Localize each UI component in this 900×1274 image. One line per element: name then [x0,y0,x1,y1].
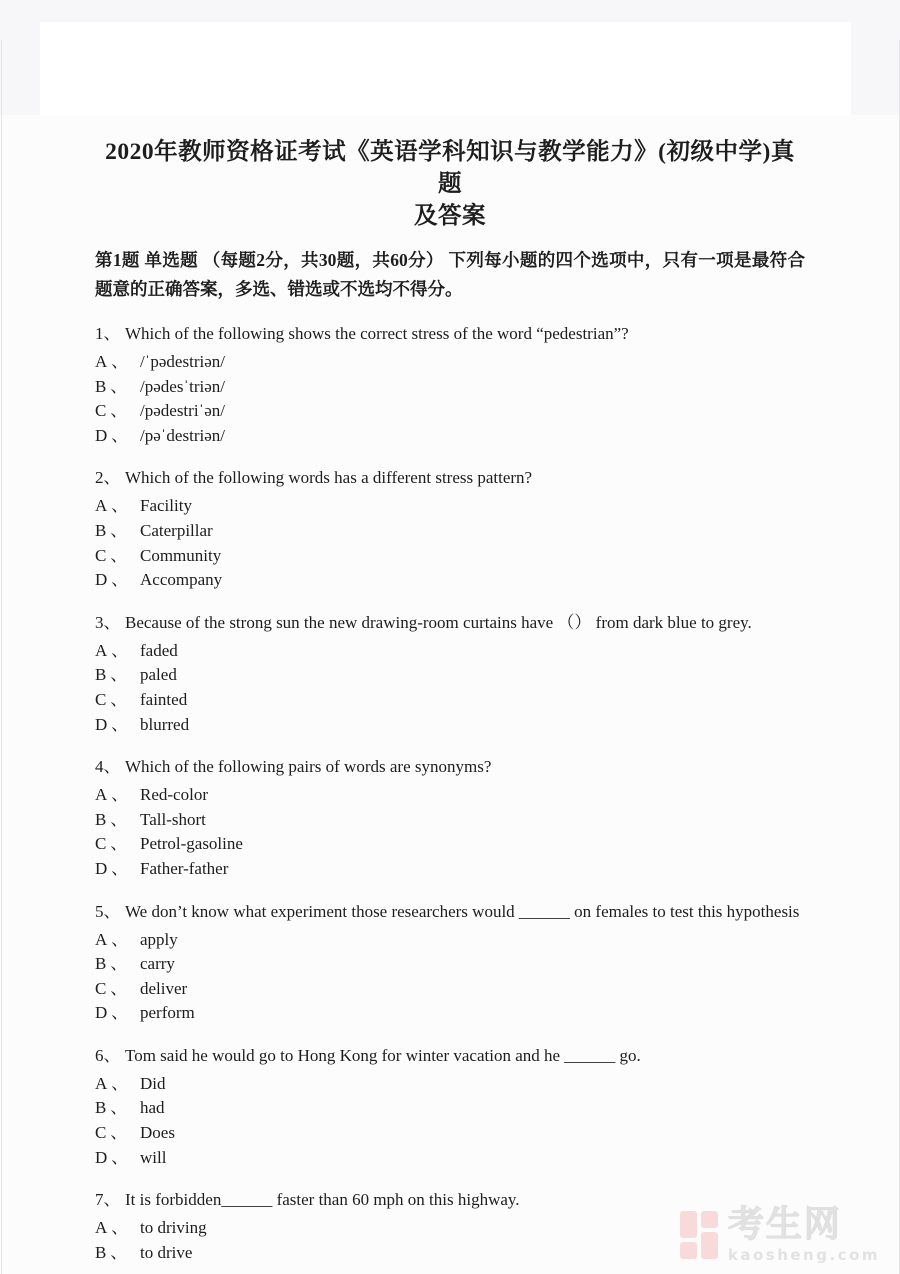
document-page [95,136,805,1265]
question [95,1043,805,1170]
page-top-left-margin [0,22,40,115]
logo-block [680,1211,697,1238]
option-row [95,808,805,833]
option-row [95,663,805,688]
option-text: to driving [140,1218,207,1238]
option-row [95,1146,805,1171]
option-text: Did [140,1073,166,1093]
option-label: C、 [95,1123,132,1143]
options [95,783,805,881]
question-text: Which of the following words has a different stress pattern? [125,468,533,488]
option-row [95,1096,805,1121]
option-label: B、 [95,520,132,540]
option-text: Caterpillar [140,520,213,540]
option-text: Facility [140,496,192,516]
option-row [95,568,805,593]
option-text: perform [140,1003,195,1023]
option-row [95,424,805,449]
option-text: Community [140,545,222,565]
option-label: D、 [95,858,133,878]
option-text: will [140,1147,167,1167]
option-text: Father-father [140,858,229,878]
option-row [95,639,805,664]
question [95,321,805,448]
option-text: had [140,1098,165,1118]
options [95,350,805,448]
question [95,754,805,881]
page-title [95,136,805,232]
page-left-border [1,40,2,1274]
question-stem [95,321,805,346]
option-label: C、 [95,545,132,565]
question-text: It is forbidden______ faster than 60 mph on this highway. [125,1190,520,1210]
option-text: Accompany [140,570,223,590]
option-text: fainted [140,689,188,709]
option-text: apply [140,929,178,949]
option-text: to drive [140,1242,193,1262]
option-row [95,544,805,569]
question [95,899,805,1026]
option-label: D、 [95,570,133,590]
option-label: A、 [95,1218,133,1238]
question-number: 3、 [95,612,121,632]
watermark-site-domain: kaosheng.com [727,1246,880,1264]
option-text: deliver [140,978,188,998]
option-label: B、 [95,809,132,829]
option-label: C、 [95,689,132,709]
question-stem [95,465,805,490]
option-label: A、 [95,352,133,371]
option-text: carry [140,954,175,974]
option-text: blurred [140,714,190,734]
option-row [95,688,805,713]
question-stem [95,899,805,924]
question [95,610,805,737]
page-header-area [40,22,851,115]
option-row [95,399,805,424]
option-row [95,519,805,544]
option-label: A、 [95,496,133,516]
watermark-site-name: 考生网 [727,1204,842,1245]
option-label: C、 [95,834,132,854]
logo-right-column [701,1211,718,1259]
option-text: /pədesˈtriən/ [140,376,225,396]
option-label: A、 [95,640,133,660]
title-line-1: 2020年教师资格证考试《英语学科知识与教学能力》(初级中学)真题 [105,139,795,197]
section-instructions: 第1题 单选题 （每题2分，共30题，共60分） 下列每小题的四个选项中，只有一项是最符合题意的正确答案，多选、错选或不选均不得分。 [95,250,805,299]
title-line-2: 及答案 [414,203,486,229]
option-text: /ˈpədestriən/ [140,352,225,371]
option-label: C、 [95,401,132,421]
question [95,465,805,592]
option-text: /pədestriˈən/ [140,401,225,421]
option-label: D、 [95,1003,133,1023]
option-text: Petrol-gasoline [140,834,243,854]
logo-left-column [680,1211,697,1259]
page-top-margin [0,0,900,22]
question-number: 2、 [95,468,121,488]
question-number: 5、 [95,901,121,921]
question-stem [95,610,805,635]
option-label: B、 [95,665,132,685]
option-label: A、 [95,929,133,949]
option-row [95,977,805,1002]
option-row [95,952,805,977]
question-stem [95,754,805,779]
option-label: B、 [95,954,132,974]
kaosheng-logo-icon [680,1206,718,1259]
option-row [95,494,805,519]
question-number: 1、 [95,324,121,343]
page-top-right-margin [851,22,900,115]
option-label: A、 [95,785,133,805]
options [95,928,805,1026]
option-text: Tall-short [140,809,206,829]
watermark-text [728,1206,880,1264]
logo-block [701,1232,718,1259]
kaosheng-watermark [680,1206,880,1264]
option-text: /pəˈdestriən/ [140,425,225,445]
question-list [95,321,805,1265]
option-row [95,857,805,882]
option-label: D、 [95,714,133,734]
question-number: 6、 [95,1045,121,1065]
logo-block [701,1211,718,1228]
option-label: B、 [95,1242,132,1262]
option-row [95,832,805,857]
option-row [95,1072,805,1097]
options [95,494,805,592]
question-text: Which of the following shows the correct stress of the word “pedestrian”? [125,324,629,343]
option-text: paled [140,665,177,685]
option-row [95,350,805,375]
question-text: Because of the strong sun the new drawing-room curtains have （） from dark blue to grey. [125,612,752,632]
question-number: 4、 [95,757,121,777]
option-text: faded [140,640,178,660]
option-label: D、 [95,425,133,445]
option-label: D、 [95,1147,133,1167]
options [95,1072,805,1170]
option-text: Does [140,1123,175,1143]
option-row [95,1001,805,1026]
question-text: We don’t know what experiment those researchers would ______ on females to test this hypothesis [125,901,800,921]
question-text: Which of the following pairs of words are synonyms? [125,757,492,777]
option-row [95,713,805,738]
options [95,639,805,737]
option-row [95,375,805,400]
option-label: B、 [95,376,132,396]
option-label: C、 [95,978,132,998]
option-row [95,1121,805,1146]
option-label: A、 [95,1073,133,1093]
logo-block [680,1242,697,1259]
option-label: B、 [95,1098,132,1118]
question-text: Tom said he would go to Hong Kong for winter vacation and he ______ go. [125,1045,641,1065]
question-stem [95,1043,805,1068]
option-row [95,783,805,808]
option-text: Red-color [140,785,208,805]
question-number: 7、 [95,1190,121,1210]
option-row [95,928,805,953]
